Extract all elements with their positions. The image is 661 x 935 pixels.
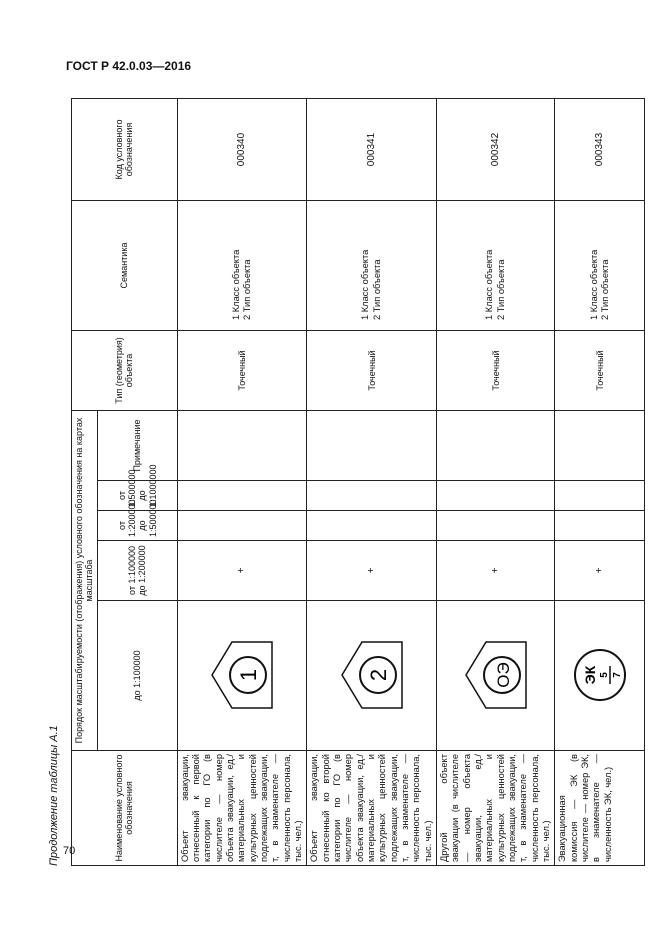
geometry-type: Точечный [177, 331, 307, 411]
row-name: Другой объект эвакуации (в числителе — номер объекта эвакуации, ед./материальных и культурных ценностей подлежащих эвакуации, т, в знаменателе — численность персонала, тыс. чел.) [436, 751, 554, 866]
symbol-code: 000342 [436, 99, 554, 201]
symbol-code: 000341 [307, 99, 437, 201]
table-row [436, 99, 554, 866]
table-row [307, 99, 437, 866]
scale-mark: + [436, 541, 554, 601]
semantics-line-2: 2 Тип объекта [599, 259, 610, 320]
scale-mark: + [307, 541, 437, 601]
other-evac-object-symbol [436, 601, 554, 751]
table-row [177, 99, 307, 866]
empty-cell [555, 411, 645, 481]
empty-cell [555, 511, 645, 541]
semantics-line-1: 1 Класс объекта [360, 249, 371, 320]
scale-mark: + [555, 541, 645, 601]
scale-mark: + [177, 541, 307, 601]
geometry-type: Точечный [555, 331, 645, 411]
symbol-code: 000340 [177, 99, 307, 201]
semantics-line-1: 1 Класс объекта [588, 249, 599, 320]
header-note: Примечание [97, 411, 177, 481]
evac-commission-symbol [555, 601, 645, 751]
symbol-text: 2 [365, 669, 391, 682]
semantics-line-1: 1 Класс объекта [230, 249, 241, 320]
symbols-table [71, 98, 645, 866]
evac-commission-graphic [572, 648, 628, 704]
symbol-text: 1 [235, 669, 261, 682]
empty-cell [307, 411, 437, 481]
evac-symbol-graphic [340, 641, 404, 711]
header-scale-3: от 1:200000 до 1:500000 [97, 511, 177, 541]
header-type: Тип (геометрия) объекта [72, 331, 178, 411]
row-name: Объект эвакуации, отнесенный ко второй категории по ГО (в числителе — номер объекта эвакуации, ед./материальных и культурных ценностей подлежащих эвакуации, т, в знаменателе — численность персонала, тыс. чел.) [307, 751, 437, 866]
semantics-line-1: 1 Класс объекта [484, 249, 495, 320]
empty-cell [177, 511, 307, 541]
geometry-type: Точечный [307, 331, 437, 411]
empty-cell [436, 511, 554, 541]
semantics [555, 201, 645, 331]
empty-cell [177, 411, 307, 481]
table-row [555, 99, 645, 866]
header-scale-4: от 1:500000 до 1:1000000 [97, 481, 177, 511]
symbol-denominator: 7 [611, 672, 623, 679]
evac-object-cat1-symbol [177, 601, 307, 751]
evac-symbol-graphic [210, 641, 274, 711]
empty-cell [307, 511, 437, 541]
evac-symbol-graphic [464, 641, 528, 711]
header-scale-2: от 1:100000 до 1:200000 [97, 541, 177, 601]
header-scale-group: Порядок масштабируемости (отображения) условного обозначения на картах масштаба [72, 411, 98, 751]
empty-cell [555, 481, 645, 511]
header-name: Наименование условного обозначения [72, 751, 178, 866]
page-number: 70 [63, 845, 76, 857]
symbol-text: ЭК [581, 666, 598, 685]
empty-cell [436, 481, 554, 511]
symbol-numerator: 5 [598, 672, 610, 679]
empty-cell [177, 481, 307, 511]
symbol-text: ОЭ [493, 662, 513, 689]
semantics-line-2: 2 Тип объекта [241, 259, 252, 320]
evac-object-cat2-symbol [307, 601, 437, 751]
empty-cell [436, 411, 554, 481]
empty-cell [307, 481, 437, 511]
table-caption: Продолжение таблицы А.1 [48, 725, 60, 866]
geometry-type: Точечный [436, 331, 554, 411]
semantics [177, 201, 307, 331]
header-scale-1: до 1:100000 [97, 601, 177, 751]
row-name: Объект эвакуации, отнесенный к первой категории по ГО (в числителе — номер объекта эвакуации, ед./материальных и культурных ценностей подлежащих эвакуации, т, в знаменателе — численность персонала, тыс. чел.) [177, 751, 307, 866]
document-header: ГОСТ Р 42.0.03—2016 [66, 59, 192, 73]
header-semantics: Семантика [72, 201, 178, 331]
semantics [436, 201, 554, 331]
semantics-line-2: 2 Тип объекта [495, 259, 506, 320]
header-code: Код условного обозначения [72, 99, 178, 201]
symbol-code: 000343 [555, 99, 645, 201]
semantics [307, 201, 437, 331]
row-name: Эвакуационная комиссия — ЭК (в числителе — номер ЭК, в знаменателе — численность ЭК, чел.) [555, 751, 645, 866]
rotated-table-area [48, 86, 623, 866]
semantics-line-2: 2 Тип объекта [371, 259, 382, 320]
